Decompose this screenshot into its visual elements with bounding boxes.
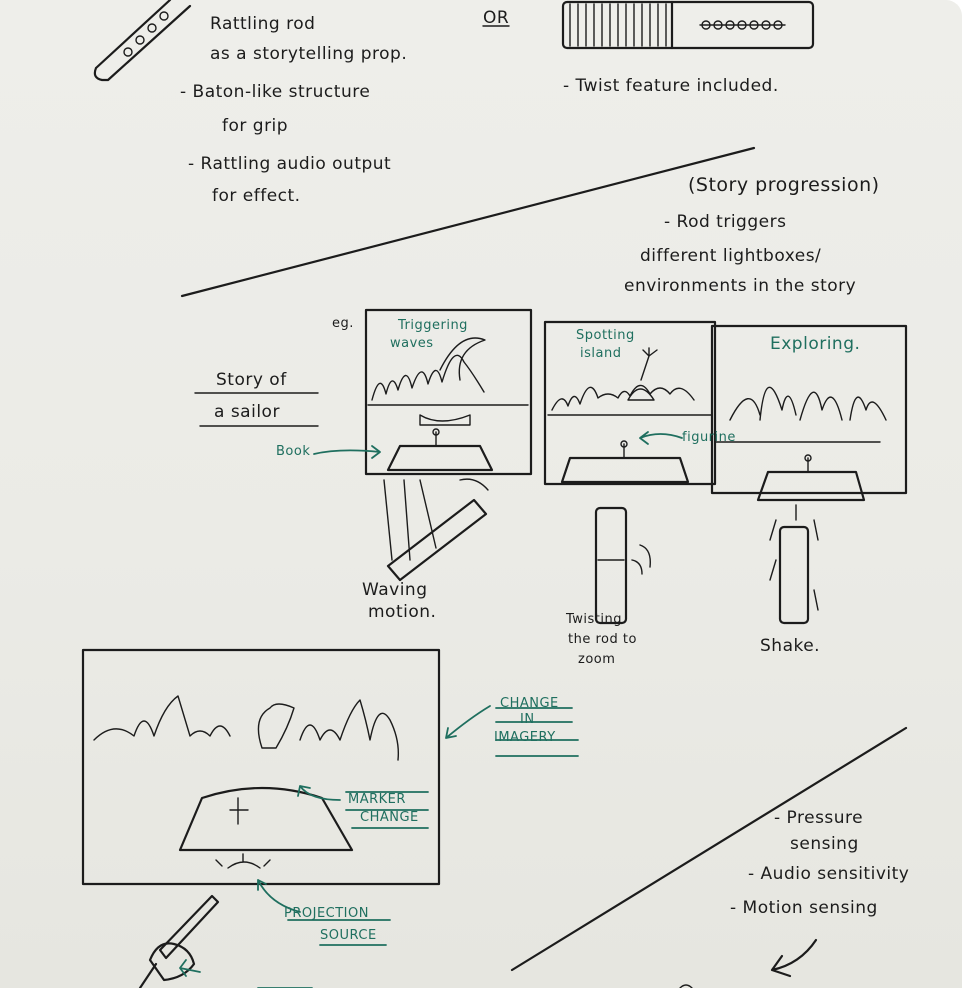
note-bullet1-line2: for grip (222, 116, 289, 136)
note-bullet2-line1: - Rattling audio output (188, 154, 392, 174)
sensing-line1: - Pressure (774, 808, 864, 828)
panel2-caption-line2: island (580, 346, 622, 361)
change-label-line1: CHANGE (500, 696, 559, 711)
waving-rod-sketch (384, 479, 488, 580)
twisting-rod-sketch (596, 508, 650, 623)
panel1-caption-line1: Triggering (398, 318, 468, 333)
sensing-line4: - Motion sensing (730, 898, 878, 918)
story-label-line2: a sailor (214, 402, 280, 422)
curved-arrow-sketch (772, 940, 816, 976)
change-label-line3: IMAGERY (494, 730, 556, 745)
gesture2-line3: zoom (578, 652, 616, 667)
story-progression-line2: different lightboxes/ (640, 246, 822, 266)
change-arrow (446, 706, 490, 738)
panel2-caption-line1: Spotting (576, 328, 635, 343)
panel2-annotation-figurine: figurine (682, 430, 736, 445)
story-progression-line1: - Rod triggers (664, 212, 787, 232)
story-progression-heading: (Story progression) (688, 174, 880, 196)
gesture2-line1: Twisting (566, 612, 623, 627)
marker-label-line1: MARKER (348, 792, 406, 807)
sensing-line3: - Audio sensitivity (748, 864, 910, 884)
note-title-line1: Rattling rod (210, 14, 316, 34)
projection-label-line1: PROJECTION (284, 906, 369, 921)
projection-label-line2: SOURCE (320, 928, 377, 943)
figurine-arrow (640, 432, 682, 444)
twist-rod-sketch (483, 2, 813, 48)
note-bullet1-line1: - Baton-like structure (180, 82, 371, 102)
rattling-rod-sketch (95, 0, 190, 80)
book-arrow (314, 446, 380, 458)
panel-spotting-island (545, 322, 715, 484)
note-bullet2-line2: for effect. (212, 186, 301, 206)
change-label-line2: IN (520, 712, 535, 727)
panel-triggering-waves (366, 310, 531, 474)
panel1-annotation-book: Book (276, 444, 311, 459)
gesture3-line1: Shake. (760, 636, 821, 656)
projection-frame-sketch (83, 650, 439, 884)
panel3-caption-line1: Exploring. (770, 334, 861, 354)
twist-note: - Twist feature included. (563, 76, 779, 96)
note-title-line2: as a storytelling prop. (210, 44, 408, 64)
shaking-rod-sketch (770, 505, 818, 623)
gesture1-line2: motion. (368, 602, 437, 622)
gesture2-line2: the rod to (568, 632, 637, 647)
sensing-line2: sensing (790, 834, 859, 854)
or-label: OR (483, 8, 510, 28)
story-label-line1: Story of (216, 370, 287, 390)
eg-label: eg. (332, 316, 354, 331)
panel1-caption-line2: waves (390, 336, 434, 351)
hand-holding-rod-sketch (140, 896, 218, 988)
gesture1-line1: Waving (362, 580, 428, 600)
marker-label-line2: CHANGE (360, 810, 419, 825)
story-progression-line3: environments in the story (624, 276, 857, 296)
